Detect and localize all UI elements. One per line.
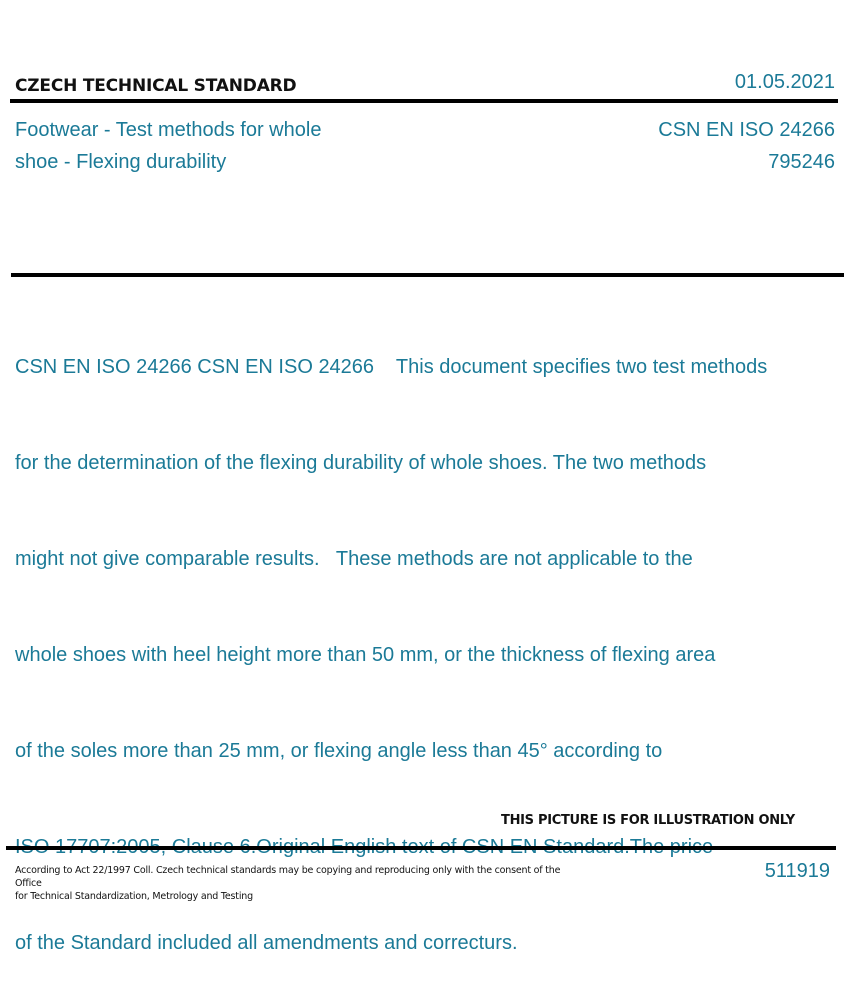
footer-rule bbox=[6, 846, 836, 850]
illustration-note: THIS PICTURE IS FOR ILLUSTRATION ONLY bbox=[501, 813, 795, 828]
abstract-line: of the Standard included all amendments and correcturs. bbox=[15, 932, 518, 954]
abstract-line: for the determination of the flexing durability of whole shoes. The two methods bbox=[15, 452, 707, 474]
abstract-line: of the soles more than 25 mm, or flexing angle less than 45° according to bbox=[15, 740, 663, 762]
standard-type-heading: CZECH TECHNICAL STANDARD bbox=[15, 76, 297, 96]
legal-notice-line-2: for Technical Standardization, Metrology and Testing bbox=[15, 891, 253, 902]
document-title-line-2: shoe - Flexing durability bbox=[15, 151, 227, 173]
catalog-number: 795246 bbox=[768, 151, 835, 173]
title-rule bbox=[11, 273, 844, 277]
header-rule bbox=[10, 99, 838, 103]
issue-date: 01.05.2021 bbox=[734, 71, 835, 93]
document-title bbox=[15, 114, 395, 178]
abstract-line: whole shoes with heel height more than 50 mm, or the thickness of flexing area bbox=[15, 644, 716, 666]
abstract-line: might not give comparable results. These methods are not applicable to the bbox=[15, 548, 693, 570]
document-title-line-1: Footwear - Test methods for whole bbox=[15, 119, 322, 141]
legal-notice bbox=[15, 864, 585, 903]
footer-number: 511919 bbox=[764, 860, 830, 882]
standard-number: CSN EN ISO 24266 bbox=[658, 119, 835, 141]
legal-notice-line-1: According to Act 22/1997 Coll. Czech technical standards may be copying and reproducing only with the consent of the Office bbox=[15, 865, 561, 889]
abstract-line: CSN EN ISO 24266 CSN EN ISO 24266 This document specifies two test methods bbox=[15, 356, 768, 378]
